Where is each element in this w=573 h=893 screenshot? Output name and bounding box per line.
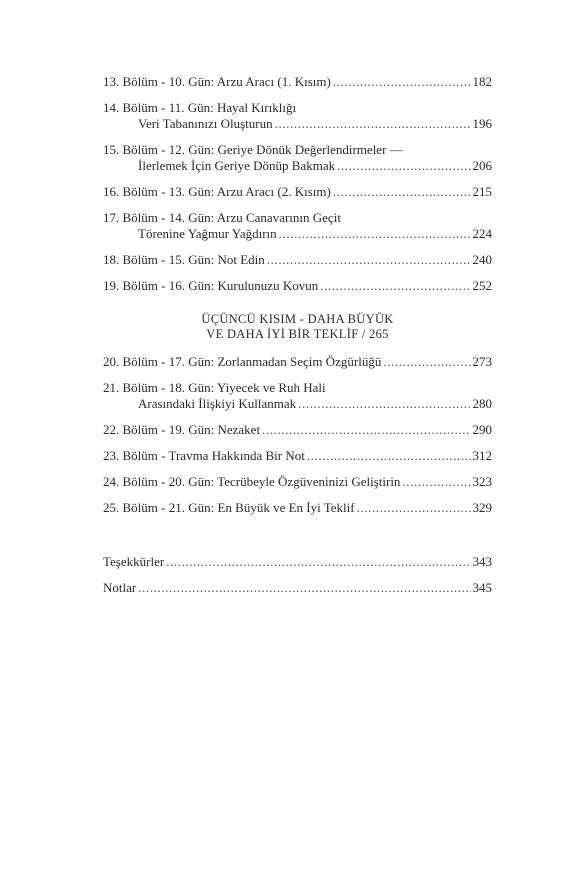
dot-leader (383, 354, 470, 370)
toc-entry-text: Veri Tabanınızı Oluşturun (138, 116, 273, 131)
toc-entry-text: 17. Bölüm - 14. Gün: Arzu Canavarının Geçit (103, 210, 341, 225)
toc-entry-text: 14. Bölüm - 11. Gün: Hayal Kırıklığı (103, 100, 297, 115)
toc-entry (103, 210, 492, 242)
toc-entry-title-line (103, 210, 492, 226)
toc-entry (103, 184, 492, 200)
toc-entry-text: Notlar (103, 580, 137, 595)
dot-leader (337, 158, 470, 174)
toc-entry-title-line (103, 278, 492, 294)
part-heading (103, 312, 492, 342)
dot-leader (138, 580, 470, 596)
toc-entry-title-line (103, 580, 492, 596)
toc-entry-text: İlerlemek İçin Geriye Dönüp Bakmak (138, 158, 336, 173)
dot-leader (262, 422, 470, 438)
toc-entry-text: 13. Bölüm - 10. Gün: Arzu Aracı (1. Kısım) (103, 74, 331, 89)
toc-entry-text: 20. Bölüm - 17. Gün: Zorlanmadan Seçim Özgürlüğü (103, 354, 382, 369)
toc-entry-text: 22. Bölüm - 19. Gün: Nezaket (103, 422, 261, 437)
dot-leader (333, 74, 471, 90)
toc-entry-title-line (103, 74, 492, 90)
toc-entry-title-line (103, 474, 492, 490)
toc-page-number: 196 (472, 116, 492, 131)
toc-entry (103, 500, 492, 516)
toc-page-number: 345 (472, 580, 492, 595)
toc-entry-text: Arasındaki İlişkiyi Kullanmak (138, 396, 297, 411)
toc-page-number: 273 (472, 354, 492, 369)
toc-entry-title-line (103, 500, 492, 516)
dot-leader (166, 554, 470, 570)
toc-entry (103, 142, 492, 174)
toc-entry-text: 16. Bölüm - 13. Gün: Arzu Aracı (2. Kısım) (103, 184, 331, 199)
toc-page-number: 240 (472, 252, 492, 267)
toc-entry-text: 15. Bölüm - 12. Gün: Geriye Dönük Değerlendirmeler — (103, 142, 403, 157)
toc-entry (103, 554, 492, 570)
toc-entry-title-line (103, 380, 492, 396)
dot-leader (267, 252, 471, 268)
toc-page-number: 215 (472, 184, 492, 199)
toc-page-number: 312 (472, 448, 492, 463)
toc-entry-title-line (103, 142, 492, 158)
dot-leader (357, 500, 471, 516)
toc-entry-text: 24. Bölüm - 20. Gün: Tecrübeyle Özgüveninizi Geliştirin (103, 474, 401, 489)
toc-entry-text: 19. Bölüm - 16. Gün: Kurulunuzu Kovun (103, 278, 319, 293)
toc-entry (103, 354, 492, 370)
toc-page-number: 329 (472, 500, 492, 515)
toc-entry-text: 23. Bölüm - Travma Hakkında Bir Not (103, 448, 305, 463)
toc-entry-continuation-line (103, 396, 492, 412)
toc-entry-title-line (103, 448, 492, 464)
toc-entry-text: 21. Bölüm - 18. Gün: Yiyecek ve Ruh Hali (103, 380, 326, 395)
dot-leader (333, 184, 471, 200)
toc-page-number: 252 (472, 278, 492, 293)
section-spacer (103, 526, 492, 554)
toc-group-part-two (103, 74, 492, 294)
dot-leader (307, 448, 471, 464)
toc-page-number: 290 (472, 422, 492, 437)
toc-entry-text: 25. Bölüm - 21. Gün: En Büyük ve En İyi Teklif (103, 500, 355, 515)
toc-entry-continuation-line (103, 226, 492, 242)
dot-leader (279, 226, 471, 242)
toc-entry (103, 278, 492, 294)
part-heading-line-2: VE DAHA İYİ BİR TEKLİF / 265 (206, 327, 389, 341)
toc-entry-text: Teşekkürler (103, 554, 165, 569)
toc-entry-text: Törenine Yağmur Yağdırın (138, 226, 277, 241)
toc-entry (103, 448, 492, 464)
toc-entry-title-line (103, 554, 492, 570)
toc-entry-title-line (103, 354, 492, 370)
toc-entry (103, 380, 492, 412)
toc-page-number: 323 (472, 474, 492, 489)
toc-entry-continuation-line (103, 158, 492, 174)
toc-page-number: 224 (472, 226, 492, 241)
toc-entry-text: 18. Bölüm - 15. Gün: Not Edin (103, 252, 265, 267)
toc-page-number: 343 (472, 554, 492, 569)
toc-entry (103, 74, 492, 90)
part-heading-line-1: ÜÇÜNCÜ KISIM - DAHA BÜYÜK (201, 312, 394, 326)
toc-entry (103, 422, 492, 438)
dot-leader (275, 116, 471, 132)
toc-entry-title-line (103, 252, 492, 268)
table-of-contents (103, 74, 492, 606)
toc-entry (103, 100, 492, 132)
dot-leader (298, 396, 470, 412)
toc-page-number: 182 (472, 74, 492, 89)
toc-entry (103, 474, 492, 490)
dot-leader (320, 278, 470, 294)
toc-entry-title-line (103, 184, 492, 200)
dot-leader (402, 474, 470, 490)
toc-entry-title-line (103, 100, 492, 116)
toc-entry (103, 252, 492, 268)
toc-entry-title-line (103, 422, 492, 438)
toc-page-number: 206 (472, 158, 492, 173)
toc-group-part-three (103, 354, 492, 516)
toc-group-back-matter (103, 554, 492, 596)
toc-entry (103, 580, 492, 596)
toc-page-number: 280 (472, 396, 492, 411)
toc-entry-continuation-line (103, 116, 492, 132)
